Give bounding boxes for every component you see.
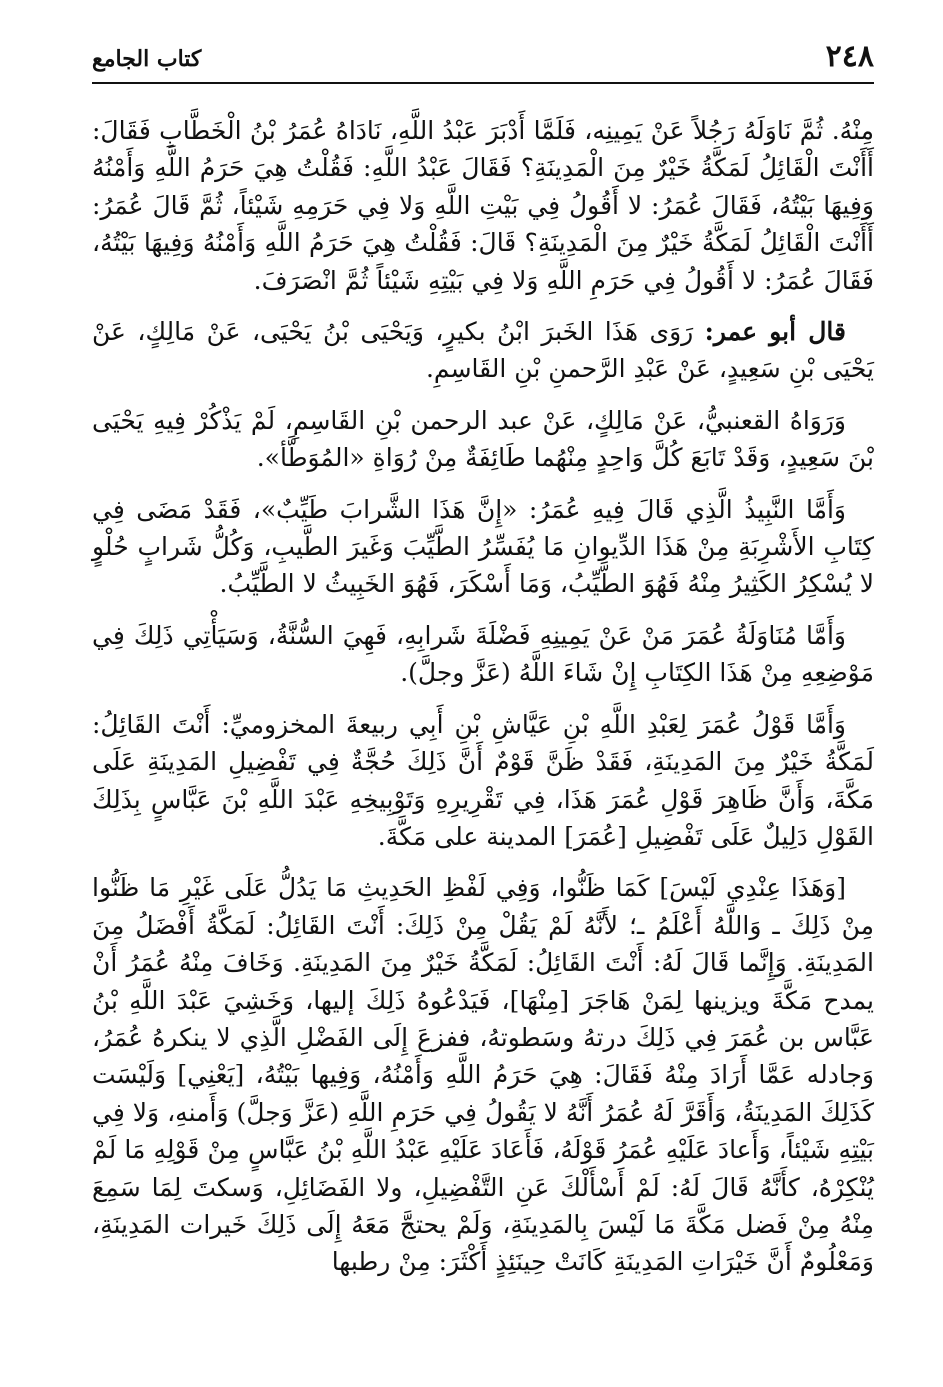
running-title: كتاب الجامع (92, 46, 202, 72)
paragraph-2 (92, 313, 874, 388)
paragraph-text: وَأَمَّا قَوْلُ عُمَرَ لِعَبْدِ اللَّهِ بْنِ عَيَّاشِ بْنِ أَبِي ربيعةَ المخزوميِّ: أَنْتَ القَائِلُ: لَمَكَّةُ خَيْرٌ مِنَ المَدِينَةِ، فَقَدْ ظَنَّ قَوْمٌ أَنَّ ذَلِكَ حُجَّةٌ فِي تَفْضِيلِ المَدِينَةِ عَلَى مَكَّةَ، وَأَنَّ ظَاهِرَ قَوْلِ عُمَرَ هَذَا، فِي تَقْرِيرِهِ وَتَوْبِيخِهِ عَبْدَ اللَّهِ بْنَ عَبَّاسٍ بِذَلِكَ القَوْلِ دَلِيلٌ عَلَى تَفْضِيلِ [عُمَرَ] المدينة على مَكَّةَ. (92, 709, 874, 851)
paragraph-1 (92, 112, 874, 299)
paragraph-text: وَأَمَّا مُنَاوَلَةُ عُمَرَ مَنْ عَنْ يَمِينِهِ فَضْلَةَ شَرابِهِ، فَهِيَ السُّنَّةُ، وَسَيَأْتِي ذَلِكَ فِي مَوْضِعِهِ مِنْ هَذَا الكِتَابِ إِنْ شَاءَ اللَّهُ (عَزَّ وجلَّ). (92, 620, 874, 688)
paragraph-text: وَرَوَاهُ القعنبيُّ، عَنْ مَالِكٍ، عَنْ عبد الرحمن بْنِ القَاسِمِ، لَمْ يَذْكُرْ فِيهِ يَحْيَى بْنَ سَعِيدٍ، وَقَدْ تَابَعَ كُلَّ وَاحِدٍ مِنْهُما طَائِفَةٌ مِنْ رُوَاةِ «المُوَطَّأ». (92, 405, 874, 473)
speaker-label: قال أبو عمر: (704, 317, 846, 347)
paragraph-text: رَوَى هَذَا الخَبرَ ابْنُ بكيرٍ، وَيَحْيَى بْنُ يَحْيَى، عَنْ مَالِكٍ، عَنْ يَحْيَى بْنِ سَعِيدٍ، عَنْ عَبْدِ الرَّحمنِ بْنِ القَاسِمِ. (92, 317, 874, 384)
page-number: ٢٤٨ (825, 39, 874, 74)
paragraph-3 (92, 402, 874, 477)
paragraph-text: مِنْهُ. ثُمَّ نَاوَلَهُ رَجُلاً عَنْ يَمِينِه، فَلَمَّا أَدْبَرَ عَبْدُ اللَّهِ، نَادَاهُ عُمَرُ بْنُ الْخَطَّابِ فَقَالَ: أَأَنْتَ الْقَائِلُ لَمَكَّةُ خَيْرٌ مِنَ الْمَدِينَةِ؟ فَقَالَ عَبْدُ اللَّهِ: فَقُلْتُ هِيَ حَرَمُ اللَّهِ وَأَمْنُهُ وَفِيهَا بَيْتُهُ، فَقَالَ عُمَرُ: لا أَقُولُ فِي بَيْتِ اللَّهِ وَلا فِي حَرَمِهِ شَيْئاً، ثُمَّ قَالَ عُمَرُ: أَأَنْتَ الْقَائِلُ لَمَكَّةُ خَيْرٌ مِنَ الْمَدِينَةِ؟ قَالَ: فَقُلْتُ هِيَ حَرَمُ اللَّهِ وَأَمْنُهُ وَفِيهَا بَيْتُهُ، فَقَالَ عُمَرُ: لا أَقُولُ فِي حَرَمِ اللَّهِ وَلا فِي بَيْتِهِ شَيْئاً ثُمَّ انْصَرَفَ. (92, 116, 874, 295)
paragraph-4 (92, 491, 874, 603)
paragraph-6 (92, 706, 874, 856)
page-header (92, 36, 874, 84)
paragraph-text: وَأَمَّا النَّبِيذُ الَّذِي قَالَ فِيهِ عُمَرُ: «إِنَّ هَذَا الشَّرابَ طَيِّبٌ»، فَقَدْ مَضَى فِي كِتَابِ الأَشْرِبَةِ مِنْ هَذَا الدِّيوانِ مَا يُفَسِّرُ الطَّيِّبَ وَغَيرَ الطَّيبِ، وَكُلُّ شَرابٍ حُلْوٍ لا يُسْكِرُ الكَثِيرُ مِنْهُ فَهُوَ الطَّيِّبُ، وَمَا أَسْكَرَ، فَهُوَ الخَبِيثُ لا الطَّيِّبُ. (92, 494, 874, 599)
paragraph-text: [وَهَذَا عِنْدِي لَيْسَ] كَمَا ظَنُّوا، وَفِي لَفْظِ الحَدِيثِ مَا يَدُلُّ عَلَى غَيْرِ مَا ظَنُّوا مِنْ ذَلِكَ ـ وَاللَّهُ أَعْلَمُ ـ؛ لأَنَّهُ لَمْ يَقُلْ مِنْ ذَلِكَ: أَنْتَ القَائِلُ: لَمَكَّةُ أَفْضَلُ مِنَ المَدِينَةِ. وَإِنَّما قَالَ لَهُ: أَنْتَ القَائِلُ: لَمَكَّةُ خَيْرٌ مِنَ المَدِينَةِ. وَخَافَ مِنْهُ عُمَرُ أَنْ يمدح مَكَّةَ ويزينها لِمَنْ هَاجَرَ [مِنْهَا]، فَيَدْعُوهُ ذَلِكَ إليها، وَخَشِيَ عَبْدَ اللَّهِ بْنُ عَبَّاس بن عُمَرَ فِي ذَلِكَ درتهُ وسَطوتهُ، ففزعَ إِلَى الفَضْلِ الَّذِي لا ينكرهُ عُمَرُ، وَجادله عَمَّا أَرَادَ مِنْهُ فَقَالَ: هِيَ حَرَمُ اللَّهِ وَأَمْنُهُ، وَفِيها بَيْتُهُ، [يَعْنِي] وَلَيْسَت كَذَلِكَ المَدِينَةُ، وَأَقَرَّ لَهُ عُمَرُ أَنَّهُ لا يَقُولُ فِي حَرَمِ اللَّهِ (عَزَّ وَجلَّ) وَأَمنهِ، وَلا فِي بَيْتِهِ شَيْئاً، وَأَعادَ عَلَيْهِ عُمَرُ قَوْلَهُ، فَأَعَادَ عَلَيْهِ عَبْدُ اللَّهِ بْنُ عَبَّاسٍ مِنْ قَوْلِهِ مَا لَمْ يُنْكِرْهُ، كأَنَّهُ قَالَ لَهُ: لَمْ أَسْأَلْكَ عَنِ التَّفْضِيلِ، ولا الفَضَائِلِ، وَسكتَ لِمَا سَمِعَ مِنْهُ مِنْ فَضل مَكَّةَ مَا لَيْسَ بِالمَدِينَةِ، وَلَمْ يحتجَّ مَعَهُ إِلَى ذَلِكَ خَيرات المَدِينَةِ، وَمَعْلُومٌ أَنَّ خَيْرَاتِ المَدِينَةِ كَانَتْ حِينَئِذٍ أَكْثَرَ: مِنْ رطبها (92, 873, 874, 1277)
page-body (92, 112, 874, 1281)
paragraph-5 (92, 617, 874, 692)
paragraph-7 (92, 869, 874, 1280)
